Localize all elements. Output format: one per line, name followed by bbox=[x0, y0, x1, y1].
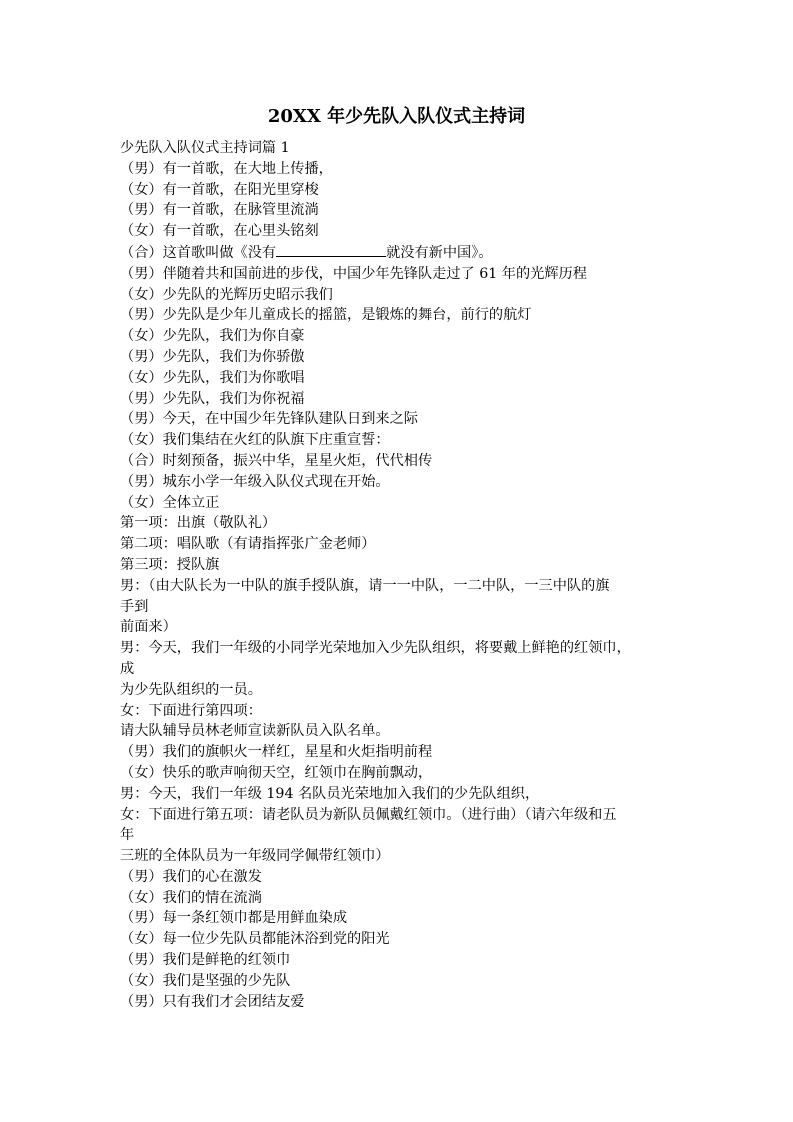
document-title: 20XX 年少先队入队仪式主持词 bbox=[267, 106, 526, 127]
text-line: 请大队辅导员林老师宣读新队员入队名单。 bbox=[120, 723, 390, 740]
text-line: 前面来） bbox=[120, 619, 177, 636]
text-line: （男）我们的心在激发 bbox=[120, 868, 262, 885]
text-line: （男）有一首歌，在大地上传播， bbox=[120, 160, 333, 177]
text-line: 手到 bbox=[120, 598, 149, 615]
text-line: （女）快乐的歌声响彻天空，红领巾在胸前飘动， bbox=[120, 764, 433, 781]
text-line: 为少先队组织的一员。 bbox=[120, 681, 262, 698]
text-line: （男）我们是鲜艳的红领巾 bbox=[120, 952, 291, 969]
document-body bbox=[120, 138, 680, 1012]
text-line: 少先队入队仪式主持词篇 1 bbox=[120, 140, 290, 156]
text-before-blank: （合）这首歌叫做《没有 bbox=[120, 244, 277, 261]
text-after-blank: 就没有新中国》。 bbox=[386, 244, 493, 261]
text-line-with-blank bbox=[120, 242, 680, 264]
text-line: （女）少先队，我们为你歌唱 bbox=[120, 369, 305, 386]
text-line: （女）全体立正 bbox=[120, 494, 220, 511]
text-line: 第三项：授队旗 bbox=[120, 556, 220, 573]
text-line: （男）少先队，我们为你祝福 bbox=[120, 390, 305, 407]
text-line: （男）我们的旗帜火一样红，星星和火炬指明前程 bbox=[120, 744, 433, 761]
text-line: （男）有一首歌，在脉管里流淌 bbox=[120, 202, 319, 219]
text-line: 成 bbox=[120, 660, 135, 677]
text-line: （男）每一条红领巾都是用鲜血染成 bbox=[120, 910, 348, 927]
text-line: （女）少先队，我们为你自豪 bbox=[120, 328, 305, 345]
text-line: 第一项：出旗（敬队礼） bbox=[120, 515, 277, 532]
text-line: （女）每一位少先队员都能沐浴到党的阳光 bbox=[120, 931, 390, 948]
text-line: （女）少先队的光辉历史昭示我们 bbox=[120, 286, 333, 303]
text-line: （女）我们集结在火红的队旗下庄重宣誓： bbox=[120, 432, 390, 449]
text-line: （男）少先队，我们为你骄傲 bbox=[120, 348, 305, 365]
text-line: （男）城东小学一年级入队仪式现在开始。 bbox=[120, 473, 390, 490]
text-line: 女：下面进行第四项： bbox=[120, 702, 262, 719]
fill-in-blank bbox=[276, 242, 386, 257]
text-line: （男）伴随着共和国前进的步伐，中国少年先锋队走过了 61 年的光辉历程 bbox=[120, 265, 587, 282]
text-line: 男：今天，我们一年级的小同学光荣地加入少先队组织，将要戴上鲜艳的红领巾， bbox=[120, 640, 631, 657]
text-line: （女）我们是坚强的少先队 bbox=[120, 972, 291, 989]
text-line: 男：今天，我们一年级 194 名队员光荣地加入我们的少先队组织， bbox=[120, 785, 540, 802]
text-line: （合）时刻预备，振兴中华，星星火炬，代代相传 bbox=[120, 452, 433, 469]
text-line: （男）今天，在中国少年先锋队建队日到来之际 bbox=[120, 411, 418, 428]
text-line: （男）只有我们才会团结友爱 bbox=[120, 993, 305, 1010]
text-line: （女）我们的情在流淌 bbox=[120, 889, 262, 906]
text-line: 三班的全体队员为一年级同学佩带红领巾） bbox=[120, 848, 390, 865]
text-line: （女）有一首歌，在阳光里穿梭 bbox=[120, 181, 319, 198]
text-line: 年 bbox=[120, 827, 135, 844]
text-line: 第二项：唱队歌（有请指挥张广金老师） bbox=[120, 536, 376, 553]
text-line: （女）有一首歌，在心里头铭刻 bbox=[120, 223, 319, 240]
text-line: 男：（由大队长为一中队的旗手授队旗，请一一中队，一二中队，一三中队的旗 bbox=[120, 577, 610, 594]
text-line: （男）少先队是少年儿童成长的摇篮，是锻炼的舞台，前行的航灯 bbox=[120, 307, 532, 324]
text-line: 女：下面进行第五项：请老队员为新队员佩戴红领巾。（进行曲）（请六年级和五 bbox=[120, 806, 617, 823]
